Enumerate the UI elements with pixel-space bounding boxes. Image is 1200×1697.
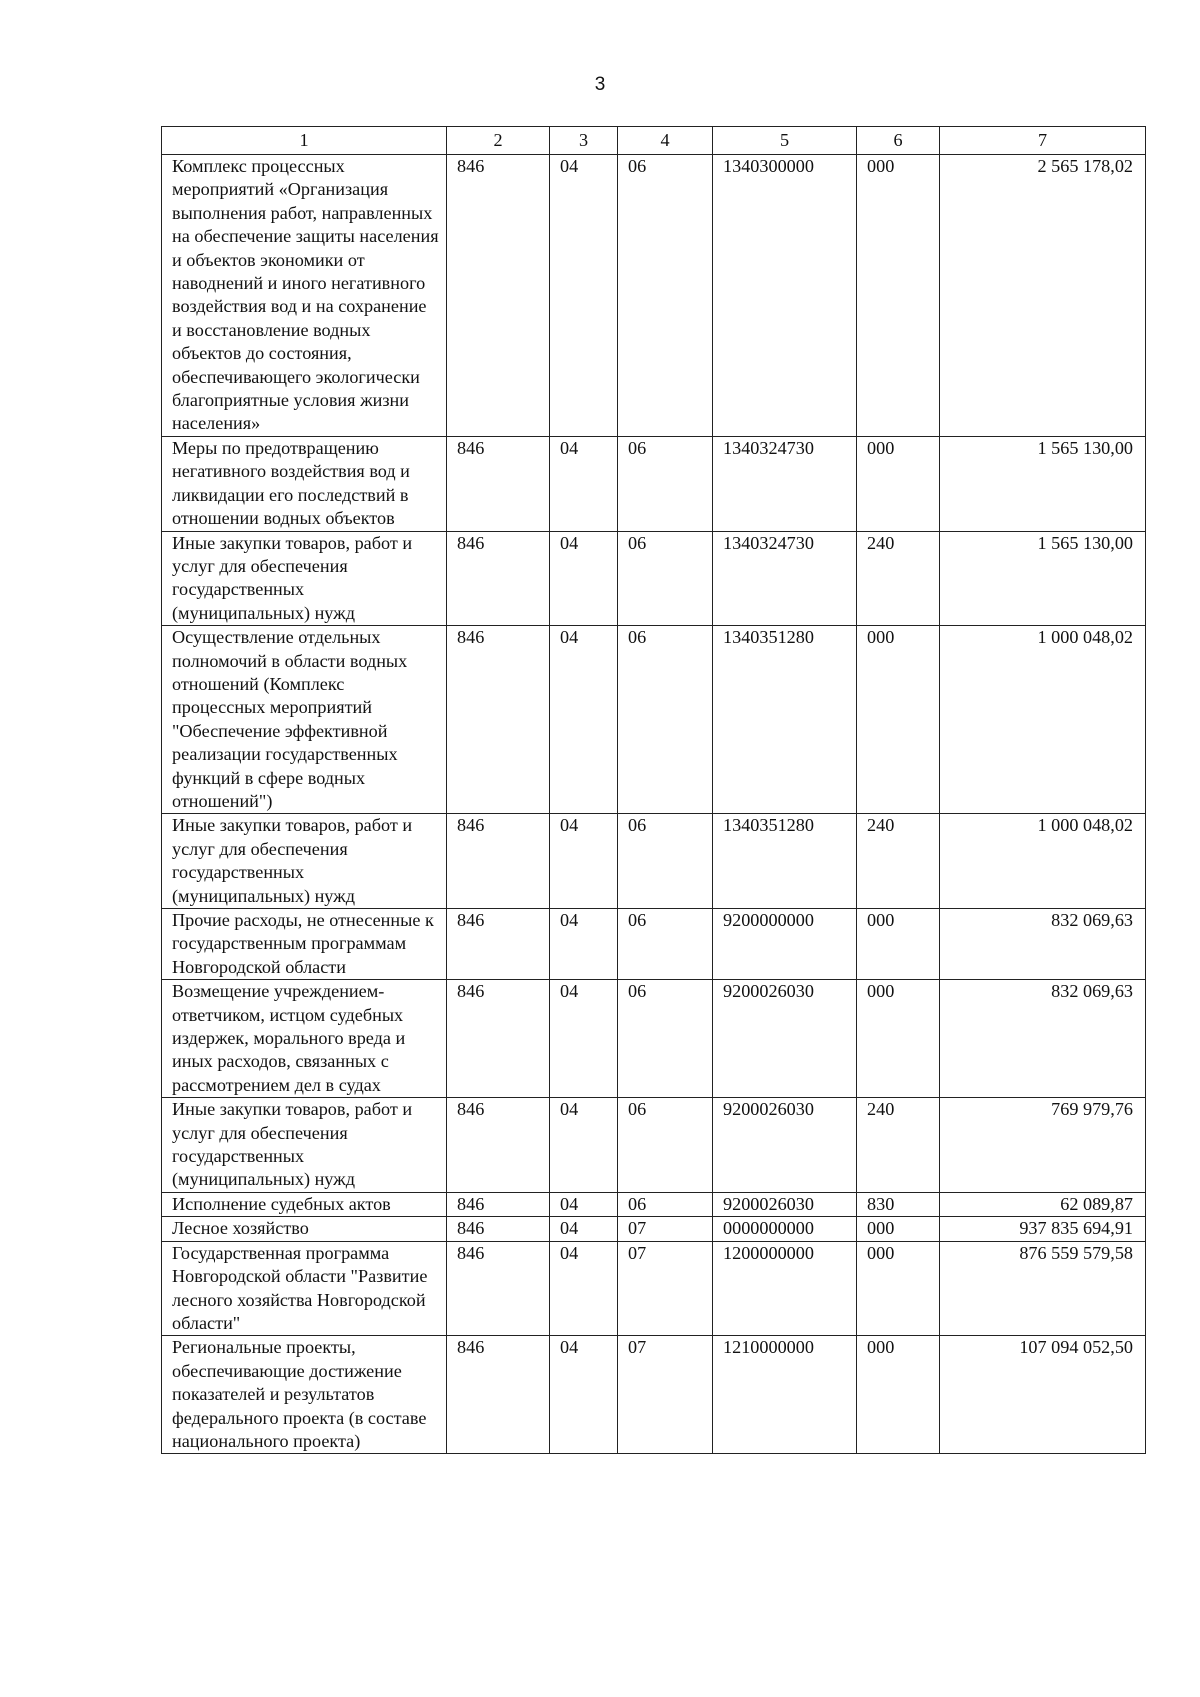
table-row [162,1192,1146,1216]
row-expense-type-cell: 000 [857,1217,940,1241]
row-grbs-cell: 846 [447,531,550,626]
row-grbs-cell: 846 [447,1192,550,1216]
row-amount-cell: 2 565 178,02 [940,155,1146,437]
row-name-cell: Исполнение судебных актов [162,1192,447,1216]
row-subsection-cell: 06 [618,1098,713,1193]
row-section-cell: 04 [550,1241,618,1336]
row-target-article-cell: 9200000000 [713,909,857,980]
row-name-cell: Возмещение учреждением-ответчиком, истцом судебных издержек, морального вреда и иных расходов, связанных с рассмотрением дел в судах [162,980,447,1098]
row-grbs-cell: 846 [447,909,550,980]
row-subsection-cell: 06 [618,1192,713,1216]
row-section-cell: 04 [550,1336,618,1454]
row-amount-cell: 937 835 694,91 [940,1217,1146,1241]
column-header: 4 [618,127,713,155]
column-header: 6 [857,127,940,155]
row-target-article-cell: 1210000000 [713,1336,857,1454]
row-section-cell: 04 [550,1217,618,1241]
row-expense-type-cell: 000 [857,1241,940,1336]
row-amount-cell: 832 069,63 [940,909,1146,980]
row-name-cell: Прочие расходы, не отнесенные к государственным программам Новгородской области [162,909,447,980]
row-target-article-cell: 0000000000 [713,1217,857,1241]
row-target-article-cell: 1340324730 [713,531,857,626]
row-grbs-cell: 846 [447,980,550,1098]
row-expense-type-cell: 000 [857,155,940,437]
row-section-cell: 04 [550,1098,618,1193]
row-subsection-cell: 07 [618,1217,713,1241]
row-subsection-cell: 06 [618,909,713,980]
column-header: 7 [940,127,1146,155]
table-row [162,626,1146,814]
column-header: 2 [447,127,550,155]
row-amount-cell: 62 089,87 [940,1192,1146,1216]
row-amount-cell: 876 559 579,58 [940,1241,1146,1336]
row-target-article-cell: 1340300000 [713,155,857,437]
row-grbs-cell: 846 [447,1336,550,1454]
row-section-cell: 04 [550,436,618,531]
row-name-cell: Иные закупки товаров, работ и услуг для обеспечения государственных (муниципальных) нужд [162,531,447,626]
table-row [162,531,1146,626]
row-grbs-cell: 846 [447,155,550,437]
row-name-cell: Региональные проекты, обеспечивающие достижение показателей и результатов федерального проекта (в составе национального проекта) [162,1336,447,1454]
row-section-cell: 04 [550,980,618,1098]
row-amount-cell: 1 000 048,02 [940,814,1146,909]
table-row [162,1241,1146,1336]
row-expense-type-cell: 000 [857,626,940,814]
row-expense-type-cell: 830 [857,1192,940,1216]
row-subsection-cell: 06 [618,814,713,909]
row-amount-cell: 107 094 052,50 [940,1336,1146,1454]
row-section-cell: 04 [550,814,618,909]
table-row [162,909,1146,980]
budget-table [161,126,1146,1454]
row-expense-type-cell: 000 [857,436,940,531]
row-grbs-cell: 846 [447,626,550,814]
row-subsection-cell: 06 [618,626,713,814]
table-row [162,436,1146,531]
row-section-cell: 04 [550,909,618,980]
row-target-article-cell: 1340351280 [713,626,857,814]
row-expense-type-cell: 000 [857,980,940,1098]
row-name-cell: Иные закупки товаров, работ и услуг для обеспечения государственных (муниципальных) нужд [162,814,447,909]
table-row [162,980,1146,1098]
table-row [162,814,1146,909]
row-grbs-cell: 846 [447,436,550,531]
row-amount-cell: 1 565 130,00 [940,531,1146,626]
row-expense-type-cell: 000 [857,1336,940,1454]
row-target-article-cell: 9200026030 [713,1192,857,1216]
row-expense-type-cell: 000 [857,909,940,980]
row-subsection-cell: 07 [618,1336,713,1454]
table-row [162,1098,1146,1193]
row-name-cell: Комплекс процессных мероприятий «Организация выполнения работ, направленных на обеспечение защиты населения и объектов экономики от наводнений и иного негативного воздействия вод и на сохранение и восстановление водных объектов до состояния, обеспечивающего экологически благоприятные условия жизни населения» [162,155,447,437]
row-name-cell: Меры по предотвращению негативного воздействия вод и ликвидации его последствий в отношении водных объектов [162,436,447,531]
table-header-row [162,127,1146,155]
row-section-cell: 04 [550,626,618,814]
row-subsection-cell: 06 [618,155,713,437]
row-name-cell: Осуществление отдельных полномочий в области водных отношений (Комплекс процессных мероприятий "Обеспечение эффективной реализации государственных функций в сфере водных отношений") [162,626,447,814]
table-row [162,1336,1146,1454]
row-expense-type-cell: 240 [857,1098,940,1193]
row-subsection-cell: 07 [618,1241,713,1336]
row-target-article-cell: 1200000000 [713,1241,857,1336]
row-amount-cell: 1 000 048,02 [940,626,1146,814]
row-grbs-cell: 846 [447,814,550,909]
row-subsection-cell: 06 [618,436,713,531]
row-grbs-cell: 846 [447,1217,550,1241]
row-name-cell: Лесное хозяйство [162,1217,447,1241]
row-target-article-cell: 1340351280 [713,814,857,909]
row-name-cell: Иные закупки товаров, работ и услуг для обеспечения государственных (муниципальных) нужд [162,1098,447,1193]
row-section-cell: 04 [550,155,618,437]
row-amount-cell: 769 979,76 [940,1098,1146,1193]
row-amount-cell: 832 069,63 [940,980,1146,1098]
table-row [162,1217,1146,1241]
row-section-cell: 04 [550,531,618,626]
row-target-article-cell: 9200026030 [713,980,857,1098]
row-grbs-cell: 846 [447,1241,550,1336]
table-row [162,155,1146,437]
row-subsection-cell: 06 [618,531,713,626]
row-grbs-cell: 846 [447,1098,550,1193]
row-name-cell: Государственная программа Новгородской области "Развитие лесного хозяйства Новгородской области" [162,1241,447,1336]
page-number: 3 [594,74,606,95]
column-header: 5 [713,127,857,155]
table-body [162,155,1146,1454]
column-header: 3 [550,127,618,155]
row-expense-type-cell: 240 [857,531,940,626]
row-amount-cell: 1 565 130,00 [940,436,1146,531]
row-expense-type-cell: 240 [857,814,940,909]
row-target-article-cell: 1340324730 [713,436,857,531]
column-header: 1 [162,127,447,155]
row-subsection-cell: 06 [618,980,713,1098]
row-target-article-cell: 9200026030 [713,1098,857,1193]
row-section-cell: 04 [550,1192,618,1216]
